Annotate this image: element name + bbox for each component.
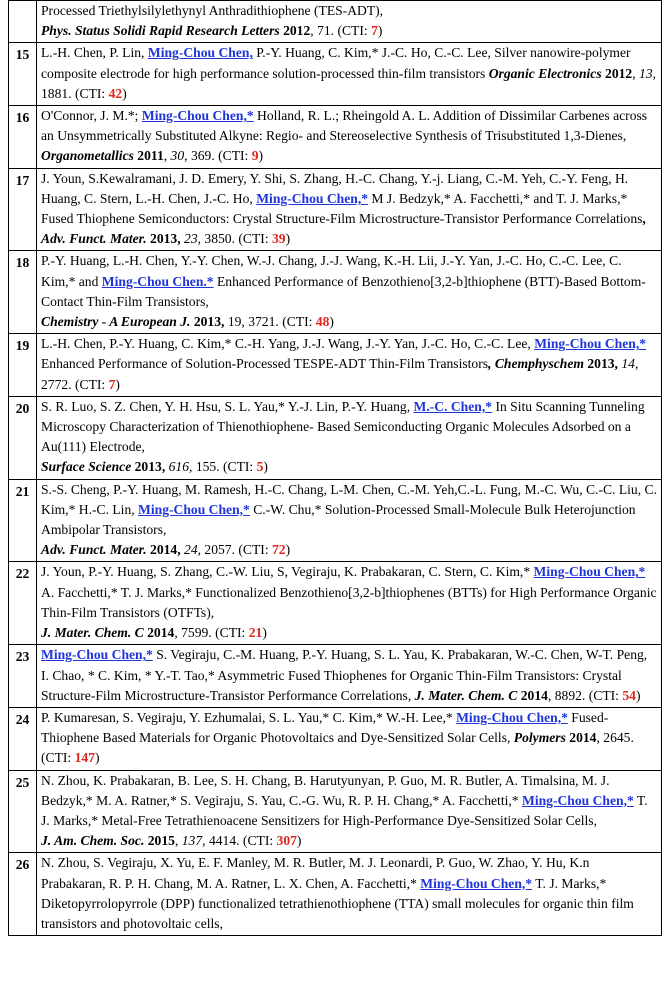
journal-name: Polymers [513, 730, 566, 746]
citation-text: ) [296, 833, 302, 849]
publication-citation [37, 168, 662, 251]
publication-number [9, 1, 37, 43]
publication-number: 19 [9, 334, 37, 397]
citation-text: Enhanced Performance of Benzothieno[3,2-b]thiophene (BTT)-Based Bottom-Contact Thin-Film Transistors, [41, 273, 646, 309]
citation-text: S. R. Luo, S. Z. Chen, Y. H. Hsu, S. L. Yau,* Y.-J. Lin, P.-Y. Huang, [41, 398, 414, 414]
citation-text: , 7599. (CTI: [174, 625, 249, 641]
cti-count: 307 [276, 833, 297, 849]
journal-name: Adv. Funct. Mater. [41, 542, 147, 558]
publication-number: 17 [9, 168, 37, 251]
citation-text: P. Kumaresan, S. Vegiraju, Y. Ezhumalai, S. L. Yau,* C. Kim,* W.-H. Lee,* [41, 709, 457, 725]
publication-row [9, 396, 662, 479]
volume-number: 137 [181, 833, 203, 849]
author-highlight-link[interactable]: Ming-Chou Chen, [147, 45, 253, 61]
publication-row [9, 645, 662, 708]
publication-table-body [9, 1, 662, 936]
publication-citation [37, 334, 662, 397]
citation-text: ) [635, 687, 641, 703]
author-highlight-link[interactable]: Ming-Chou Chen,* [256, 190, 369, 206]
publication-row [9, 479, 662, 562]
publication-row [9, 562, 662, 645]
publication-year: 2013, [190, 314, 225, 330]
volume-number: 616, [168, 459, 193, 475]
volume-number: 24 [184, 542, 198, 558]
publication-row [9, 707, 662, 770]
publication-citation [37, 562, 662, 645]
citation-text: Holland, R. L.; Rheingold A. L. Addition of Dissimilar Carbenes across an Unsymmetrically Substituted Alkyne: Regio- and Stereoselective Synthesis of Trisubstituted 1,3-Dienes, [41, 108, 648, 144]
cti-count: 5 [256, 459, 264, 475]
citation-text: L.-H. Chen, P. Lin, [41, 45, 148, 61]
citation-text: T. J. Marks,* Metal-Free Tetrathienoacene Sensitizers for High-Performance Dye-Sensitized Solar Cells, [41, 792, 648, 828]
citation-text: ) [285, 231, 291, 247]
citation-text: N. Zhou, S. Vegiraju, X. Yu, E. F. Manley, M. R. Butler, M. J. Leonardi, P. Guo, W. Zhao, Y. Hu, K.n Prabakaran, R. P. H. Chang, M. A. Ratner, L. X. Chen, A. Facchetti,* [41, 855, 590, 891]
publication-row [9, 853, 662, 936]
publication-citation [37, 1, 662, 43]
publication-row [9, 770, 662, 853]
citation-text: , 369. (CTI: [184, 148, 252, 164]
cti-count: 21 [248, 625, 263, 641]
citation-text: P.-Y. Huang, L.-H. Chen, Y.-Y. Chen, W.-J. Chang, J.-J. Wang, K.-H. Lii, J.-Y. Yan, J.-C. Ho, C.-C. Lee, C. Kim,* and [41, 253, 622, 289]
publication-citation [37, 106, 662, 169]
citation-text: ) [258, 148, 264, 164]
citation-text: J. Youn, S.Kewalramani, J. D. Emery, Y. Shi, S. Zhang, H.-C. Chang, Y.-j. Liang, C.-M. Yeh, C.-Y. Feng, H. Huang, C. Stern, L.-H. Chen, J.-C. Ho, [41, 170, 629, 206]
author-highlight-link[interactable]: Ming-Chou Chen,* [456, 709, 568, 725]
journal-name: , Chemphyschem [488, 356, 584, 372]
journal-name: Organic Electronics [488, 65, 602, 81]
citation-text: ) [95, 750, 100, 766]
publication-year: 2012 [279, 23, 311, 39]
publication-number: 16 [9, 106, 37, 169]
author-highlight-link[interactable]: Ming-Chou Chen,* [138, 501, 250, 517]
publication-citation [37, 479, 662, 562]
citation-text: In Situ Scanning Tunneling Microscopy Characterization of Thienothiophene- Based Semiconducting Organic Molecules Adsorbed on a Au(111) Electrode, [41, 398, 645, 455]
citation-text: , 2057. (CTI: [197, 542, 272, 558]
publication-year: 2014 [517, 687, 548, 703]
author-highlight-link[interactable]: Ming-Chou Chen,* [41, 647, 153, 663]
citation-text: N. Zhou, K. Prabakaran, B. Lee, S. H. Chang, B. Harutyunyan, P. Guo, M. R. Butler, A. Timalsina, M. J. Bedzyk,* M. A. Ratner,* S. Vegiraju, S. Yau, C.-G. Wu, R. P. H. Chang,* A. Facchetti,* [41, 772, 610, 808]
citation-text: S. Vegiraju, C.-M. Huang, P.-Y. Huang, S. L. Yau, K. Prabakaran, W.-C. Chen, W-T. Peng, I. Chao, * C. Kim, * Y.-T. Tao,* Asymmetric Fused Thiophenes for Organic Thin-Film Transistors: Crystal Structure-Film Microstructure-Transistor Performance Correlations, [41, 647, 648, 703]
citation-text: ) [115, 376, 120, 392]
citation-text: , 2645. (CTI: [41, 730, 634, 766]
publication-citation [37, 645, 662, 708]
publication-year: 2014, [146, 542, 181, 558]
citation-text: ) [377, 23, 383, 39]
citation-text: ) [285, 542, 291, 558]
publication-year: 2013, [583, 356, 618, 372]
citation-text: , 4414. (CTI: [202, 833, 277, 849]
author-highlight-link[interactable]: Ming-Chou Chen,* [521, 792, 634, 808]
citation-text: J. Youn, P.-Y. Huang, S. Zhang, C.-W. Liu, S, Vegiraju, K. Prabakaran, C. Stern, C. Kim,* [41, 564, 534, 580]
publication-row [9, 334, 662, 397]
publication-year: 2013, [131, 459, 166, 475]
cti-count: 147 [74, 750, 95, 766]
journal-name: J. Mater. Chem. C [414, 687, 518, 703]
journal-name: Chemistry - A European J. [41, 314, 191, 330]
publication-number: 24 [9, 707, 37, 770]
publication-row [9, 1, 662, 43]
publication-number: 26 [9, 853, 37, 936]
citation-text: M J. Bedzyk,* A. Facchetti,* and T. J. Marks,* Fused Thiophene Semiconductors: Crystal Structure-Film Microstructure-Transistor Performance Correlations [41, 190, 643, 227]
author-highlight-link[interactable]: Ming-Chou Chen,* [420, 875, 533, 891]
publication-row [9, 251, 662, 334]
cti-count: 54 [622, 687, 636, 703]
publication-number: 18 [9, 251, 37, 334]
author-highlight-link[interactable]: Ming-Chou Chen,* [141, 108, 254, 124]
journal-name: J. Mater. Chem. C [41, 625, 144, 641]
citation-text: ) [122, 85, 127, 101]
publication-number: 25 [9, 770, 37, 853]
citation-text: O'Connor, J. M.*; [41, 108, 142, 124]
citation-text: A. Facchetti,* T. J. Marks,* Functionalized Benzothieno[3,2-b]thiophenes (BTTs) for High Performance Organic Thin-Film Transistors (OTFTs), [41, 584, 657, 620]
citation-text: T. J. Marks,* Diketopyrrolopyrrole (DPP) functionalized tetrathienothiophene (TTA) small molecules for organic thin film transistors and photovoltaic cells, [41, 875, 634, 931]
citation-text: , 8892. (CTI: [547, 687, 623, 703]
publication-number: 21 [9, 479, 37, 562]
citation-text: ) [329, 314, 334, 330]
publication-citation [37, 396, 662, 479]
citation-text: 155. (CTI: [192, 459, 257, 475]
citation-text: 2772. (CTI: [41, 376, 109, 392]
publication-row [9, 106, 662, 169]
cti-count: 72 [272, 542, 286, 558]
publication-year: 2015 [144, 833, 175, 849]
citation-text: 3850. (CTI: [201, 231, 272, 247]
publication-year: 2013, [146, 231, 181, 247]
publication-citation [37, 853, 662, 936]
citation-text: S.-S. Cheng, P.-Y. Huang, M. Ramesh, H.-C. Chang, L-M. Chen, C.-M. Yeh,C.-L. Fung, M.-C. Wu, C.-C. Liu, C. Kim,* H.-C. Lin, [41, 481, 657, 517]
cti-count: 7 [371, 23, 378, 39]
citation-text: Enhanced Performance of Solution-Processed TESPE-ADT Thin-Film Transistors [41, 356, 489, 372]
volume-number: 23, [184, 231, 202, 247]
publication-year: , [642, 211, 646, 227]
journal-name: Phys. Status Solidi Rapid Research Letters [41, 23, 280, 39]
author-highlight-link[interactable]: Ming-Chou Chen,* [534, 336, 647, 352]
citation-text: 19, 3721. (CTI: [224, 314, 316, 330]
citation-text: L.-H. Chen, P.-Y. Huang, C. Kim,* C.-H. Yang, J.-J. Wang, J.-Y. Yan, J.-C. Ho, C.-C. Lee, [41, 336, 535, 352]
cti-count: 9 [251, 148, 259, 164]
journal-name: J. Am. Chem. Soc. [41, 833, 145, 849]
volume-number: 14, [621, 356, 639, 372]
citation-text: , [163, 148, 171, 164]
publication-number: 22 [9, 562, 37, 645]
publication-citation [37, 770, 662, 853]
author-highlight-link[interactable]: Ming-Chou Chen.* [101, 273, 214, 289]
cti-count: 42 [108, 85, 123, 101]
citation-text: Fused-Thiophene Based Materials for Organic Photovoltaics and Dye-Sensitized Solar Cells, [41, 709, 609, 746]
publication-table [8, 0, 662, 936]
publication-year: 2011 [133, 148, 164, 164]
citation-text: ) [263, 459, 268, 475]
citation-text: , [174, 833, 182, 849]
publication-number: 15 [9, 43, 37, 106]
cti-count: 48 [315, 314, 330, 330]
publication-citation [37, 43, 662, 106]
publication-row [9, 43, 662, 106]
cti-count: 39 [272, 231, 286, 247]
citation-text: C.-W. Chu,* Solution-Processed Small-Molecule Bulk Heterojunction Ambipolar Transistors, [41, 501, 636, 538]
citation-text: Processed Triethylsilylethynyl Anthradithiophene (TES-ADT), [41, 3, 384, 18]
citation-text: , 71. (CTI: [310, 23, 372, 39]
journal-name: Organometallics [41, 148, 134, 164]
publication-year: 2012 [601, 65, 633, 81]
publication-number: 20 [9, 396, 37, 479]
citation-text: , 1881. (CTI: [41, 65, 657, 101]
volume-number: 13 [639, 65, 653, 81]
journal-name: Adv. Funct. Mater. [41, 231, 147, 247]
citation-text: P.-Y. Huang, C. Kim,* J.-C. Ho, C.-C. Lee, Silver nanowire-polymer composite electrode for high performance solution-processed thin-film transistors [41, 45, 631, 81]
publication-year: 2014 [565, 730, 597, 746]
journal-name: Surface Science [41, 459, 132, 475]
author-highlight-link[interactable]: M.-C. Chen,* [413, 398, 493, 414]
publication-citation [37, 707, 662, 770]
publication-year: 2014 [143, 625, 175, 641]
publication-number: 23 [9, 645, 37, 708]
citation-text: , [632, 65, 640, 81]
publication-row [9, 168, 662, 251]
author-highlight-link[interactable]: Ming-Chou Chen,* [533, 564, 646, 580]
cti-count: 7 [108, 376, 116, 392]
citation-text: ) [262, 625, 267, 641]
publication-citation [37, 251, 662, 334]
volume-number: 30 [170, 148, 185, 164]
